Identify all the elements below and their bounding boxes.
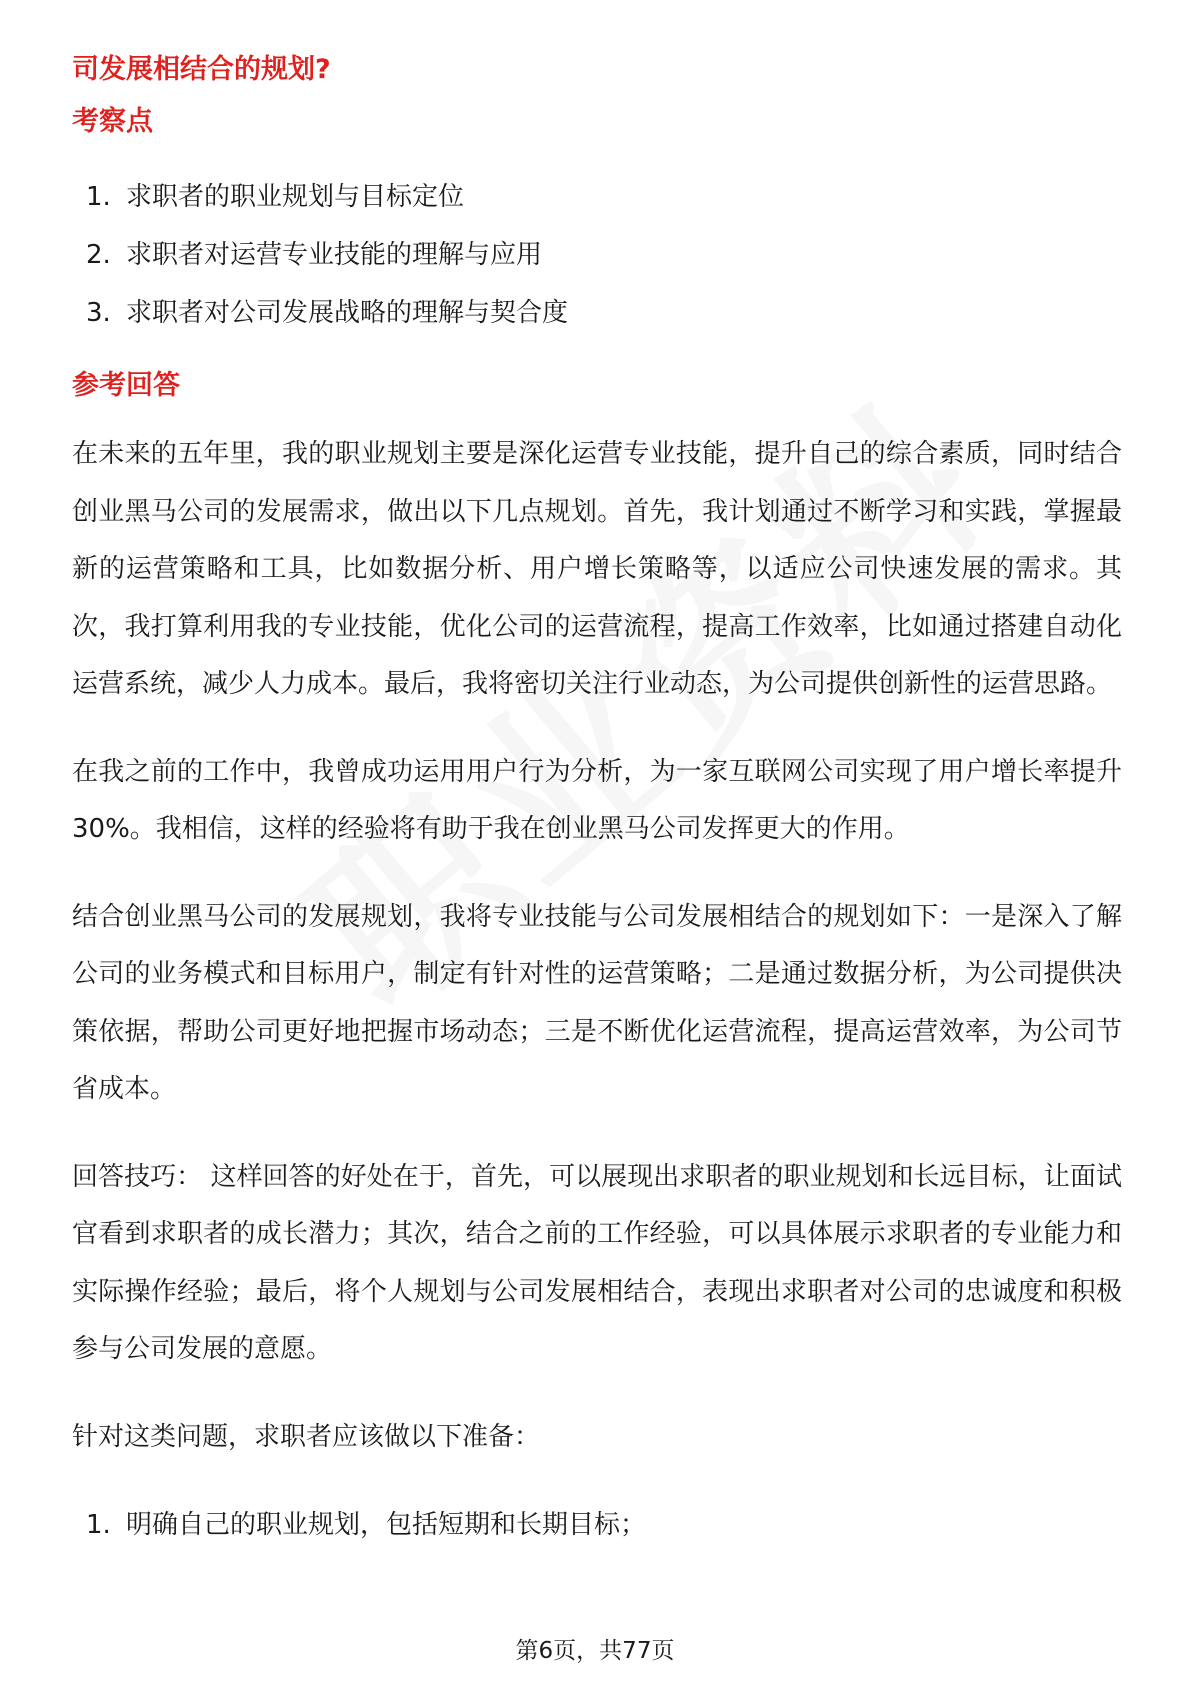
list-item-text: 求职者的职业规划与目标定位 — [126, 182, 465, 212]
list-item — [86, 168, 1122, 226]
list-item-number: 1. — [86, 1510, 111, 1540]
answer-paragraph: 结合创业黑马公司的发展规划，我将专业技能与公司发展相结合的规划如下：一是深入了解公司的业务模式和目标用户，制定有针对性的运营策略；二是通过数据分析，为公司提供决策依据，帮助公司更好地把握市场动态；三是不断优化运营流程，提高运营效率，为公司节省成本。 — [72, 901, 1122, 1104]
list-item-text: 求职者对运营专业技能的理解与应用 — [126, 240, 543, 270]
page-content — [72, 48, 1122, 1554]
answer-paragraph: 在未来的五年里，我的职业规划主要是深化运营专业技能，提升自己的综合素质，同时结合创业黑马公司的发展需求，做出以下几点规划。首先，我计划通过不断学习和实践，掌握最新的运营策略和工具，比如数据分析、用户增长策略等，以适应公司快速发展的需求。其次，我打算利用我的专业技能，优化公司的运营流程，提高工作效率，比如通过搭建自动化运营系统，减少人力成本。最后，我将密切关注行业动态，为公司提供创新性的运营思路。 — [72, 439, 1122, 699]
points-list — [72, 168, 1122, 342]
preparation-list — [72, 1496, 1122, 1554]
list-item — [86, 284, 1122, 342]
list-item — [86, 226, 1122, 284]
section-heading-points: 考察点 — [72, 106, 153, 137]
list-item — [86, 1496, 1122, 1554]
question-title: 司发展相结合的规划? — [72, 54, 331, 85]
list-item-number: 3. — [86, 298, 111, 328]
list-item-text: 明确自己的职业规划，包括短期和长期目标； — [126, 1510, 647, 1540]
answer-tips-paragraph: 回答技巧： 这样回答的好处在于，首先，可以展现出求职者的职业规划和长远目标，让面试官看到求职者的成长潜力；其次，结合之前的工作经验，可以具体展示求职者的专业能力和实际操作经验；最后，将个人规划与公司发展相结合，表现出求职者对公司的忠诚度和积极参与公司发展的意愿。 — [72, 1161, 1122, 1364]
section-heading-answer: 参考回答 — [72, 370, 180, 401]
page-footer: 第6页，共77页 — [515, 1638, 675, 1664]
list-item-number: 2. — [86, 240, 111, 270]
list-item-text: 求职者对公司发展战略的理解与契合度 — [126, 298, 569, 328]
answer-paragraph: 在我之前的工作中，我曾成功运用用户行为分析，为一家互联网公司实现了用户增长率提升30%。我相信，这样的经验将有助于我在创业黑马公司发挥更大的作用。 — [72, 756, 1122, 844]
preparation-intro: 针对这类问题，求职者应该做以下准备： — [72, 1421, 541, 1452]
list-item-number: 1. — [86, 182, 111, 212]
